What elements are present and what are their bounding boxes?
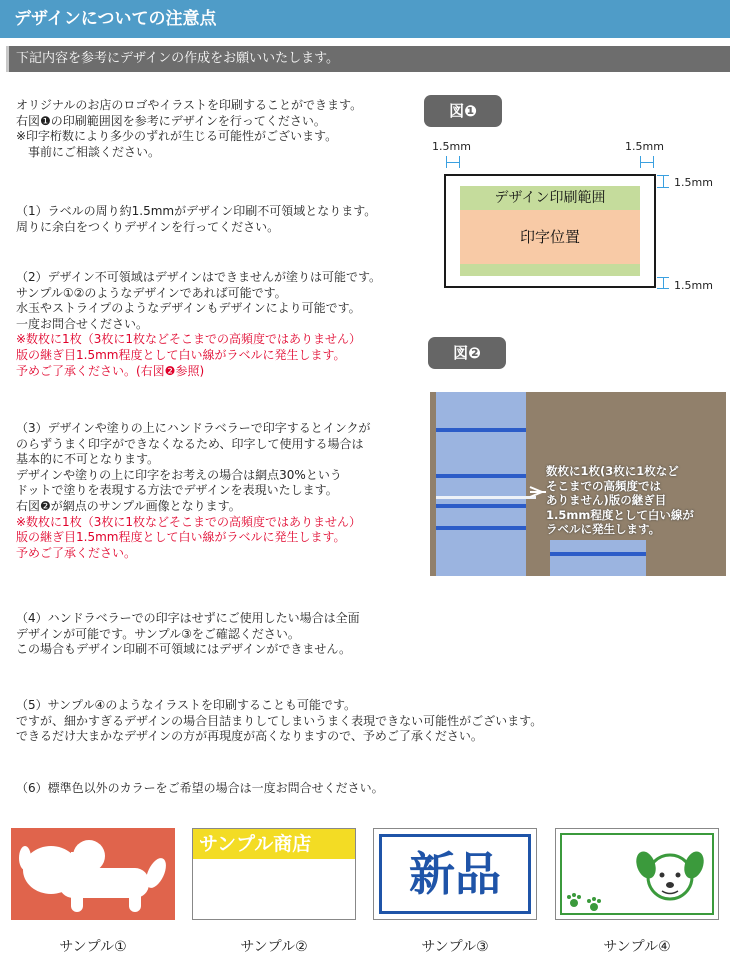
sample-4-caption: サンプル④ bbox=[603, 939, 671, 955]
label-photo bbox=[430, 392, 726, 576]
sample-1-caption: サンプル① bbox=[59, 939, 127, 955]
paw-prints-icon bbox=[564, 887, 624, 917]
label-diagram bbox=[444, 174, 656, 288]
section-line: （5）サンプル④のようなイラストを印刷することも可能です。 bbox=[16, 698, 356, 712]
figure-1-badge: 図❶ bbox=[424, 95, 502, 127]
section-5 bbox=[16, 698, 542, 745]
figure-2-badge: 図❷ bbox=[428, 337, 506, 369]
sample-2-card bbox=[192, 828, 356, 920]
overlay-line: ラベルに発生します。 bbox=[546, 522, 661, 536]
warning-line: ※数枚に1枚（3枚に1枚などそこまでの高頻度ではありません） bbox=[16, 332, 361, 347]
section-1 bbox=[16, 204, 376, 235]
overlay-line: 1.5mm程度として白い線が bbox=[546, 507, 694, 522]
sub-header: 下記内容を参考にデザインの作成をお願いいたします。 bbox=[6, 46, 730, 72]
section-line: 基本的に不可となります。 bbox=[16, 452, 160, 467]
dim-right-label: 1.5mm bbox=[625, 140, 664, 153]
dim-bar bbox=[663, 175, 664, 187]
sample-3-title: 新品 bbox=[379, 834, 531, 914]
section-line: （3）デザインや塗りの上にハンドラベラーで印字するとインクが bbox=[16, 421, 371, 435]
dim-bar bbox=[446, 162, 460, 163]
section-line: のらずうまく印字ができなくなるため、印字して使用する場合は bbox=[16, 436, 364, 451]
section-line: （2）デザイン不可領域はデザインはできませんが塗りは可能です。 bbox=[16, 270, 381, 284]
dim-top-label: 1.5mm bbox=[674, 176, 713, 189]
warning-line: 予めご了承ください。(右図❷参照) bbox=[16, 363, 205, 378]
intro-line: オリジナルのお店のロゴやイラストを印刷することができます。 bbox=[16, 98, 363, 112]
dim-bar bbox=[640, 162, 654, 163]
section-line: できるだけ大まかなデザインの方が再現度が高くなりますので、予めご了承ください。 bbox=[16, 729, 483, 744]
section-4 bbox=[16, 611, 360, 658]
intro-line: 事前にご相談ください。 bbox=[16, 144, 161, 159]
intro-line: ※印字桁数により多少のずれが生じる可能性がございます。 bbox=[16, 129, 338, 144]
section-line: 水玉やストライプのようなデザインもデザインにより可能です。 bbox=[16, 301, 361, 316]
overlay-line: ありません)版の継ぎ目 bbox=[546, 493, 667, 507]
section-line: デザインが可能です。サンプル③をご確認ください。 bbox=[16, 626, 300, 641]
design-area: デザイン印刷範囲 bbox=[460, 186, 640, 210]
dog-silhouette-icon bbox=[11, 828, 175, 920]
overlay-line: そこまでの高頻度では bbox=[546, 478, 661, 493]
warning-line: 予めご了承ください。 bbox=[16, 545, 137, 560]
page-header: デザインについての注意点 bbox=[0, 0, 730, 38]
photo-overlay-text bbox=[546, 464, 694, 537]
dim-tick bbox=[657, 187, 669, 188]
section-line: 一度お問合せください。 bbox=[16, 316, 149, 331]
warning-line: 版の継ぎ目1.5mm程度として白い線がラベルに発生します。 bbox=[16, 530, 346, 545]
design-area-bottom bbox=[460, 264, 640, 276]
sample-2-title: サンプル商店 bbox=[193, 829, 355, 859]
section-line: ですが、細かすぎるデザインの場合目詰まりしてしまいうまく表現できない可能性がございます。 bbox=[16, 713, 543, 728]
dim-bar bbox=[663, 277, 664, 288]
section-line: 周りに余白をつくりデザインを行ってください。 bbox=[16, 219, 280, 234]
section-line: （1）ラベルの周り約1.5mmがデザイン印刷不可領域となります。 bbox=[16, 204, 377, 218]
sample-3-card bbox=[373, 828, 537, 920]
dim-tick bbox=[657, 288, 669, 289]
sample-2-caption: サンプル② bbox=[240, 939, 308, 955]
sample-1-card bbox=[11, 828, 175, 920]
intro-line: 右図❶の印刷範囲図を参考にデザインを行ってください。 bbox=[16, 113, 326, 128]
section-line: サンプル①②のようなデザインであれば可能です。 bbox=[16, 285, 287, 300]
section-line: ドットで塗りを表現する方法でデザインを表現いたします。 bbox=[16, 483, 338, 498]
sample-3-caption: サンプル③ bbox=[421, 939, 489, 955]
warning-line: ※数枚に1枚（3枚に1枚などそこまでの高頻度ではありません） bbox=[16, 514, 361, 529]
section-2 bbox=[16, 270, 381, 379]
print-area: 印字位置 bbox=[460, 210, 640, 264]
intro-text bbox=[16, 98, 362, 160]
dim-left-label: 1.5mm bbox=[432, 140, 471, 153]
section-3 bbox=[16, 421, 371, 561]
section-line: この場合もデザイン印刷不可領域にはデザインができません。 bbox=[16, 642, 352, 657]
section-6: （6）標準色以外のカラーをご希望の場合は一度お問合せください。 bbox=[16, 781, 384, 795]
sample-4-card bbox=[555, 828, 719, 920]
section-line: （4）ハンドラベラーでの印字はせずにご使用したい場合は全面 bbox=[16, 611, 360, 625]
dim-bottom-label: 1.5mm bbox=[674, 279, 713, 292]
section-line: 右図❷が網点のサンプル画像となります。 bbox=[16, 498, 241, 513]
section-line: デザインや塗りの上に印字をお考えの場合は網点30%という bbox=[16, 467, 342, 482]
warning-line: 版の継ぎ目1.5mm程度として白い線がラベルに発生します。 bbox=[16, 347, 346, 362]
overlay-line: 数枚に1枚(3枚に1枚など bbox=[546, 464, 679, 478]
